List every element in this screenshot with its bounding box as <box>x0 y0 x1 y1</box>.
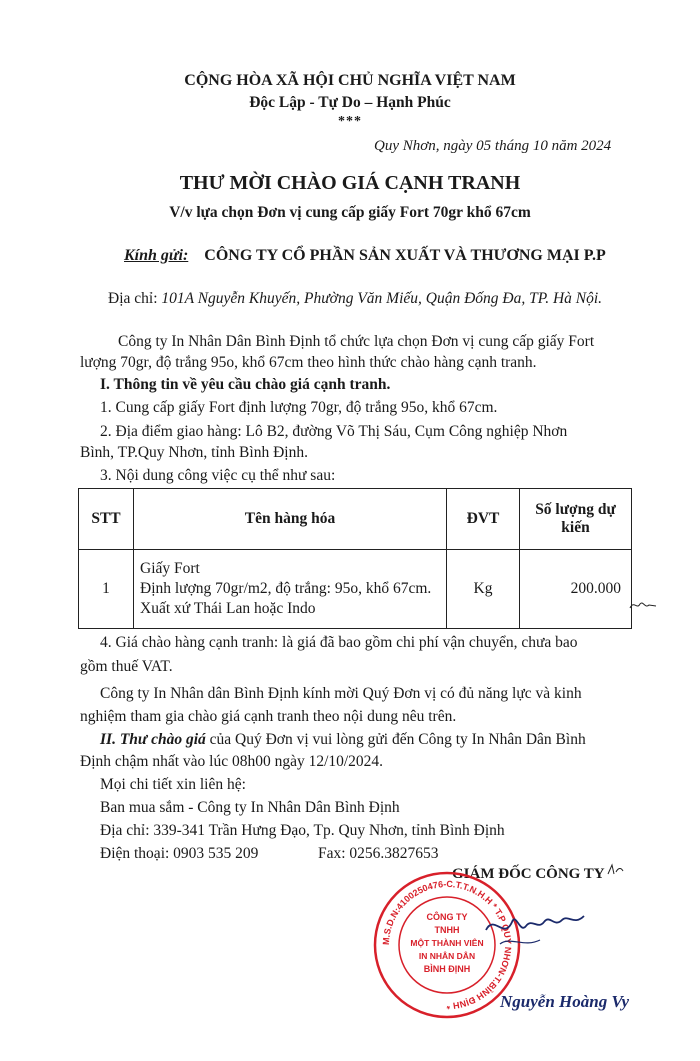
document-subject: V/v lựa chọn Đơn vị cung cấp giấy Fort 70gr khổ 67cm <box>169 204 531 221</box>
stamp-line: IN NHÂN DÂN <box>418 951 476 961</box>
contact-unit: Ban mua sắm - Công ty In Nhân Dân Bình Định <box>100 799 400 816</box>
header-unit: ĐVT <box>447 489 520 550</box>
contact-intro: Mọi chi tiết xin liên hệ: <box>100 776 246 793</box>
cell-item-name <box>134 550 447 629</box>
item-4-line-1: 4. Giá chào hàng cạnh tranh: là giá đã bao gồm chi phí vận chuyển, chưa bao <box>100 634 578 651</box>
table-header-row <box>79 489 632 550</box>
section-2-line-1 <box>100 731 586 749</box>
table-row <box>79 550 632 629</box>
recipient-address <box>108 290 602 308</box>
contact-phone: Điện thoại: 0903 535 209 <box>100 845 259 862</box>
header-stt: STT <box>79 489 134 550</box>
recipient-line <box>124 247 606 265</box>
stamp-line: CÔNG TY <box>426 912 468 922</box>
address-value: 101A Nguyễn Khuyến, Phường Văn Miếu, Quận Đống Đa, TP. Hà Nội. <box>161 290 603 307</box>
motto: Độc Lập - Tự Do – Hạnh Phúc <box>249 94 451 111</box>
stamp-ring-text: M.S.D.N:4100250476-C.T.T.N.H.H * T.P QUY NHƠN-T.BÌNH ĐỊNH * <box>380 878 514 1012</box>
place-date: Quy Nhơn, ngày 05 tháng 10 năm 2024 <box>374 138 612 154</box>
recipient-label: Kính gửi: <box>124 247 189 264</box>
item-name-line-2: Định lượng 70gr/m2, độ trắng: 95o, khổ 67cm. <box>140 580 432 597</box>
stamp-line: BÌNH ĐỊNH <box>423 964 471 974</box>
initial-mark-small <box>606 862 626 878</box>
cell-stt: 1 <box>79 550 134 629</box>
item-2-line-1: 2. Địa điểm giao hàng: Lô B2, đường Võ Thị Sáu, Cụm Công nghiệp Nhơn <box>100 423 568 440</box>
header-item-name: Tên hàng hóa <box>134 489 447 550</box>
signatory-name: Nguyễn Hoàng Vy <box>500 992 630 1011</box>
cell-unit: Kg <box>447 550 520 629</box>
item-2-line-2: Bình, TP.Quy Nhơn, tỉnh Bình Định. <box>80 444 308 461</box>
initial-mark <box>628 598 658 612</box>
recipient-company: CÔNG TY CỔ PHẦN SẢN XUẤT VÀ THƯƠNG MẠI P.P <box>204 247 606 264</box>
contact-address: Địa chỉ: 339-341 Trần Hưng Đạo, Tp. Quy Nhơn, tỉnh Bình Định <box>100 822 505 839</box>
item-1: 1. Cung cấp giấy Fort định lượng 70gr, độ trắng 95o, khổ 67cm. <box>100 399 498 416</box>
signatory-title: GIÁM ĐỐC CÔNG TY <box>452 866 605 882</box>
intro-line-2: lượng 70gr, độ trắng 95o, khổ 67cm theo hình thức chào hàng cạnh tranh. <box>80 354 537 371</box>
intro-line-1: Công ty In Nhân Dân Bình Định tổ chức lựa chọn Đơn vị cung cấp giấy Fort <box>118 333 595 350</box>
section-2-heading: II. Thư chào giá <box>100 731 206 748</box>
section-1-heading: I. Thông tin về yêu cầu chào giá cạnh tranh. <box>100 376 391 393</box>
signature-scribble <box>480 900 590 955</box>
stamp-line: MỘT THÀNH VIÊN <box>410 938 484 948</box>
cell-quantity: 200.000 <box>520 550 632 629</box>
address-label: Địa chỉ: <box>108 290 162 307</box>
header-quantity: Số lượng dự kiến <box>520 489 632 550</box>
invitation-line-2: nghiệm tham gia chào giá cạnh tranh theo nội dung nêu trên. <box>80 708 457 725</box>
stars-divider: *** <box>338 114 362 129</box>
section-2-line-2: Định chậm nhất vào lúc 08h00 ngày 12/10/2024. <box>80 753 384 770</box>
item-3: 3. Nội dung công việc cụ thể như sau: <box>100 467 336 484</box>
contact-fax: Fax: 0256.3827653 <box>318 845 439 862</box>
stamp-line: TNHH <box>434 925 460 935</box>
section-2-text: của Quý Đơn vị vui lòng gửi đến Công ty In Nhân Dân Bình <box>205 731 586 748</box>
item-name-line-3: Xuất xứ Thái Lan hoặc Indo <box>140 600 316 617</box>
item-4-line-2: gồm thuế VAT. <box>80 658 173 675</box>
items-table <box>78 488 632 629</box>
document-title: THƯ MỜI CHÀO GIÁ CẠNH TRANH <box>179 172 521 194</box>
invitation-line-1: Công ty In Nhân dân Bình Định kính mời Quý Đơn vị có đủ năng lực và kinh <box>100 685 582 702</box>
country-name: CỘNG HÒA XÃ HỘI CHỦ NGHĨA VIỆT NAM <box>184 72 516 89</box>
item-name-line-1: Giấy Fort <box>140 560 200 577</box>
